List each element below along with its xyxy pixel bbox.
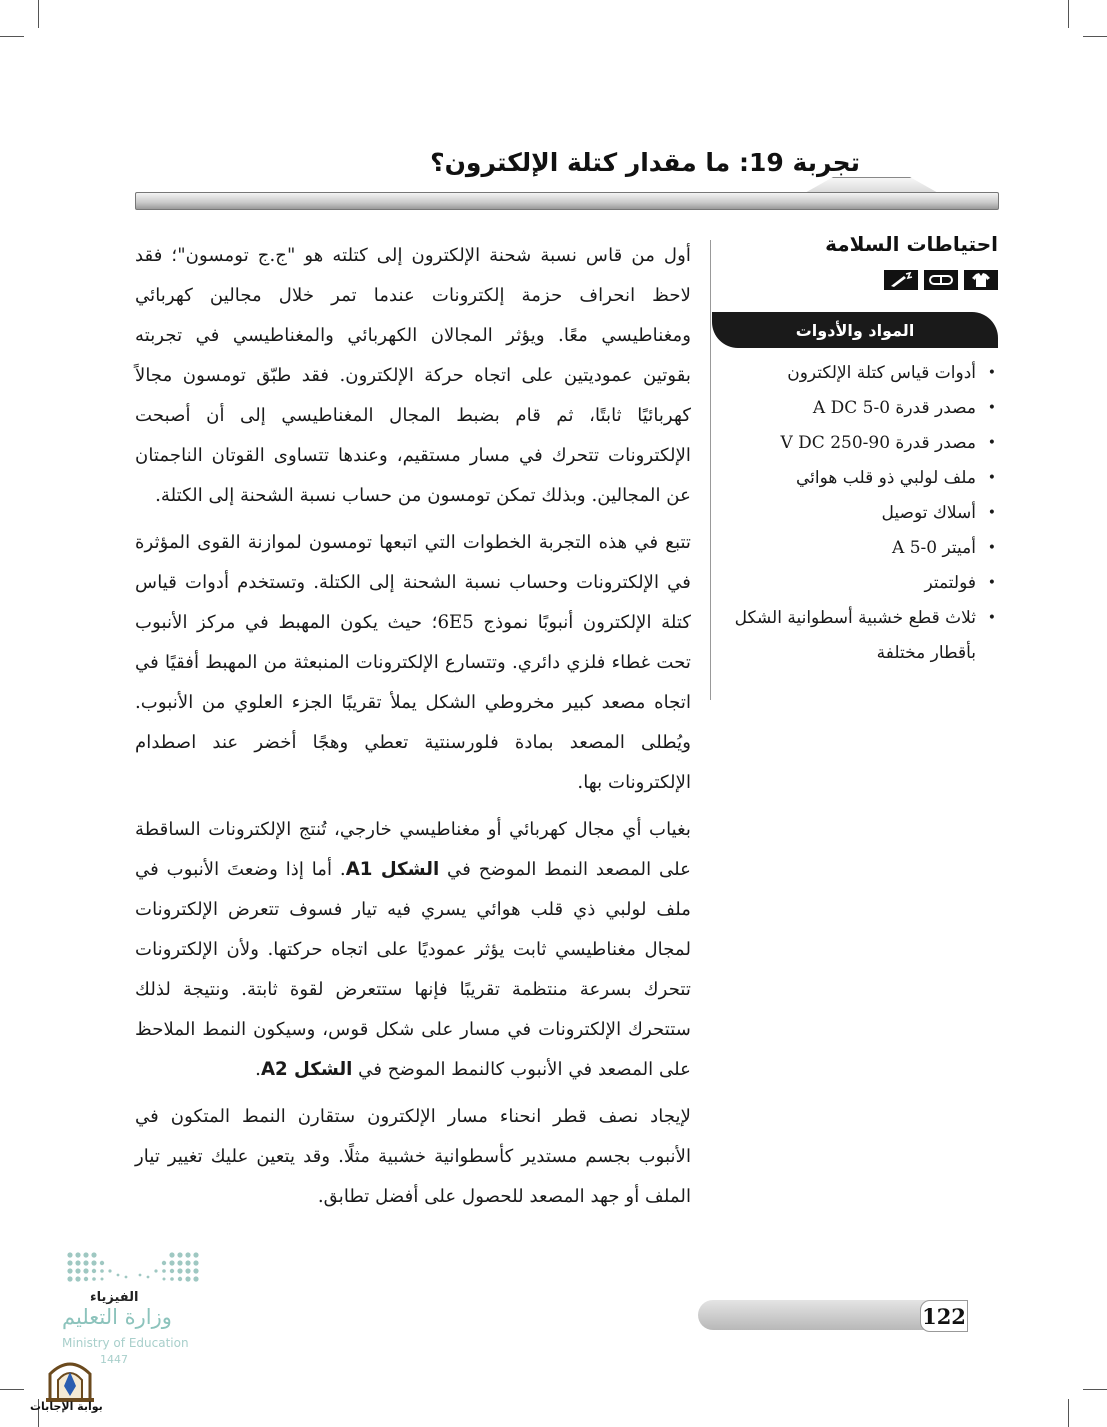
- figure-ref-a1: الشكل A1: [345, 859, 440, 880]
- list-item: • ملف لولبي ذو قلب هوائي: [712, 461, 978, 496]
- body-text: [135, 236, 691, 1224]
- subject-label: الفيزياء: [90, 1290, 139, 1305]
- safety-title: احتياطات السلامة: [825, 232, 998, 256]
- crop-mark: [1083, 36, 1107, 37]
- crop-mark: [0, 1389, 24, 1390]
- logo-dots: [64, 1249, 202, 1289]
- list-item: • أسلاك توصيل: [712, 496, 978, 531]
- column-divider: [710, 240, 711, 700]
- lab-coat-icon: [964, 270, 998, 290]
- page-number-bar: [698, 1300, 968, 1330]
- materials-header: المواد والأدوات: [712, 312, 998, 348]
- page-number: 122: [920, 1300, 968, 1332]
- sidebar: [712, 232, 998, 671]
- text-run: بغياب أي مجال كهربائي أو مغناطيسي خارجي، تُنتج الإلكترونات الساقطة على المصعد النمط الموضح في: [135, 819, 692, 880]
- goggles-icon: [924, 270, 958, 290]
- list-item: • ثلاث قطع خشبية أسطوانية الشكل بأقطار مختلفة: [712, 601, 978, 671]
- title-bar-rule: [135, 192, 999, 210]
- electrical-hazard-icon: [884, 270, 918, 290]
- crop-mark: [0, 36, 24, 37]
- text-run: .: [255, 1059, 261, 1080]
- paragraph: تتبع في هذه التجربة الخطوات التي اتبعها تومسون لموازنة القوى المؤثرة في الإلكترونات وحساب نسبة الشحنة إلى الكتلة. وتستخدم أدوات قياس كتلة الإلكترون أنبوبًا نموذج 6E5؛ حيث يكون المهبط في مركز الأنبوب تحت غطاء فلزي دائري. وتتسارع الإلكترونات المنبعثة من المهبط أفقيًا في اتجاه مصعد كبير مخروطي الشكل يملأ تقريبًا الجزء العلوي من الأنبوب. ويُطلى المصعد بمادة فلورسنتية تعطي وهجًا أخضر عند اصطدام الإلكترونات بها.: [135, 532, 691, 793]
- materials-list: [712, 356, 998, 671]
- list-item: • فولتمتر: [712, 566, 978, 601]
- ministry-name-ar: وزارة التعليم: [62, 1305, 172, 1329]
- paragraph: أول من قاس نسبة شحنة الإلكترون إلى كتلته هو "ج.ج تومسون"؛ فقد لاحظ انحراف حزمة إلكترونات عندما تمر خلال مجالين كهربائي ومغناطيسي معًا. ويؤثر المجالان الكهربائي والمغناطيسي في تجربته بقوتين عموديتين على اتجاه حركة الإلكترون. فقد طبّق تومسون مجالاً كهربائيًا ثابتًا، ثم قام بضبط المجال المغناطيسي إلى أن أصبحت الإلكترونات تتحرك في مسار مستقيم، وعندها تتساوى القوتان الناجمتان عن المجالين. وبذلك تمكن تومسون من حساب نسبة الشحنة إلى الكتلة.: [135, 245, 691, 506]
- crop-mark: [1068, 1399, 1069, 1427]
- crop-mark: [38, 0, 39, 28]
- crop-mark: [1068, 0, 1069, 28]
- paragraph: [135, 810, 691, 1090]
- safety-icons: [712, 270, 998, 290]
- paragraph: لإيجاد نصف قطر انحناء مسار الإلكترون ستقارن النمط المتكون في الأنبوب بجسم مستدير كأسطوانية خشبية مثلًا. وقد يتعين عليك تغيير تيار الملف أو جهد المصعد للحصول على أفضل تطابق.: [135, 1106, 691, 1207]
- page-title: تجربة 19: ما مقدار كتلة الإلكترون؟: [430, 148, 860, 177]
- crop-mark: [1083, 1389, 1107, 1390]
- ministry-name-en: Ministry of Education: [62, 1336, 189, 1350]
- portal-label: بوابة الإجابات: [30, 1400, 103, 1413]
- list-item: • مصدر قدرة 90-250 V DC: [712, 426, 978, 461]
- figure-ref-a2: الشكل A2: [260, 1059, 353, 1080]
- list-item: • أميتر 0-5 A: [712, 531, 978, 566]
- year-label: 1447: [100, 1353, 128, 1366]
- title-bar: [135, 175, 1000, 215]
- list-item: • أدوات قياس كتلة الإلكترون: [712, 356, 978, 391]
- list-item: • مصدر قدرة 0-5 A DC: [712, 391, 978, 426]
- text-run: . أما إذا وضعتَ الأنبوب في ملف لولبي ذي قلب هوائي يسري فيه تيار فسوف تتعرض الإلكترونات لمجال مغناطيسي ثابت يؤثر عموديًا على اتجاه حركتها. ولأن الإلكترونات تتحرك بسرعة منتظمة تقريبًا فإنها ستتعرض لقوة ثابتة. ونتيجة لذلك ستتحرك الإلكترونات في مسار على شكل قوس، وسيكون النمط الملاحظ على المصعد في الأنبوب كالنمط الموضح في: [135, 859, 691, 1080]
